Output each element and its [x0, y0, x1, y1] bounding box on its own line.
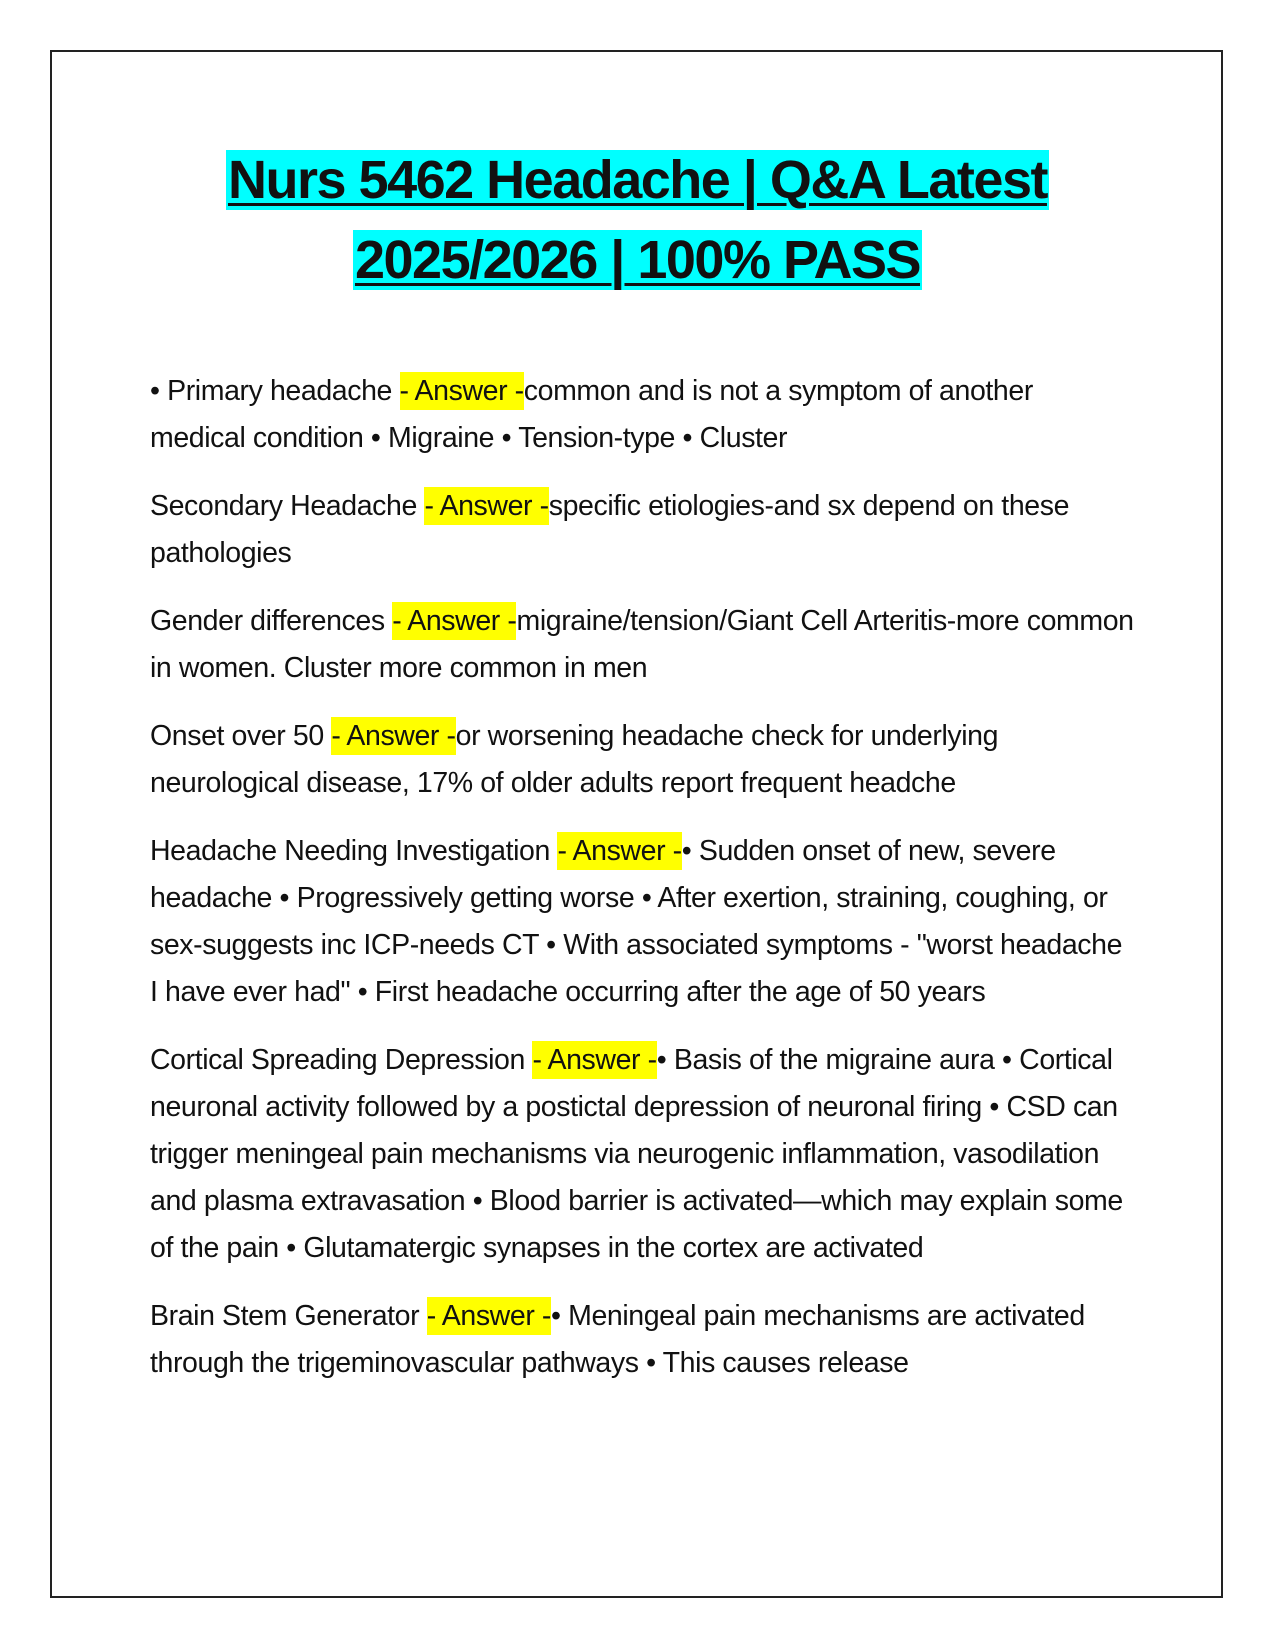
qa-item-cortical-spreading-depression: [150, 1037, 1135, 1272]
title-line-2: 2025/2026 | 100% PASS: [354, 230, 921, 290]
document-title: [120, 140, 1155, 300]
qa-term: Onset over 50: [150, 720, 332, 752]
qa-answer: migraine/tension/Giant Cell Arteritis-more common in women. Cluster more common in men: [150, 605, 1134, 684]
answer-label: - Answer -: [331, 717, 455, 755]
qa-term: Headache Needing Investigation: [150, 835, 558, 867]
qa-item-headache-needing-investigation: [150, 828, 1135, 1016]
qa-list: [150, 368, 1135, 1408]
qa-term: Brain Stem Generator: [150, 1300, 427, 1332]
qa-item-brain-stem-generator: [150, 1293, 1135, 1387]
answer-label: - Answer -: [557, 832, 681, 870]
qa-item-onset-over-50: [150, 713, 1135, 807]
qa-answer: • Meningeal pain mechanisms are activated through the trigeminovascular pathways • This causes release: [150, 1300, 1085, 1379]
qa-term: Secondary Headache: [150, 490, 425, 522]
qa-answer: or worsening headache check for underlying neurological disease, 17% of older adults report frequent headche: [150, 720, 999, 799]
qa-item-secondary-headache: [150, 483, 1135, 577]
qa-term: • Primary headache: [150, 375, 400, 407]
qa-answer: • Sudden onset of new, severe headache • Progressively getting worse • After exertion, straining, coughing, or sex-suggests inc ICP-needs CT • With associated symptoms - "worst headache I have ever had" • First headache occurring after the age of 50 years: [150, 835, 1123, 1008]
qa-answer: • Basis of the migraine aura • Cortical neuronal activity followed by a postictal depression of neuronal firing • CSD can trigger meningeal pain mechanisms via neurogenic inflammation, vasodilation and plasma extravasation • Blood barrier is activated—which may explain some of the pain • Glutamatergic synapses in the cortex are activated: [150, 1044, 1123, 1264]
qa-term: Gender differences: [150, 605, 393, 637]
answer-label: - Answer -: [400, 372, 524, 410]
qa-answer: specific etiologies-and sx depend on these pathologies: [150, 490, 1070, 569]
title-line-1: Nurs 5462 Headache | Q&A Latest: [228, 150, 1047, 210]
answer-label: - Answer -: [424, 487, 548, 525]
answer-label: - Answer -: [532, 1041, 656, 1079]
answer-label: - Answer -: [427, 1297, 551, 1335]
qa-item-primary-headache: [150, 368, 1135, 462]
answer-label: - Answer -: [392, 602, 516, 640]
qa-term: Cortical Spreading Depression: [150, 1044, 533, 1076]
qa-item-gender-differences: [150, 598, 1135, 692]
qa-answer: common and is not a symptom of another medical condition • Migraine • Tension-type • Cluster: [150, 375, 1033, 454]
